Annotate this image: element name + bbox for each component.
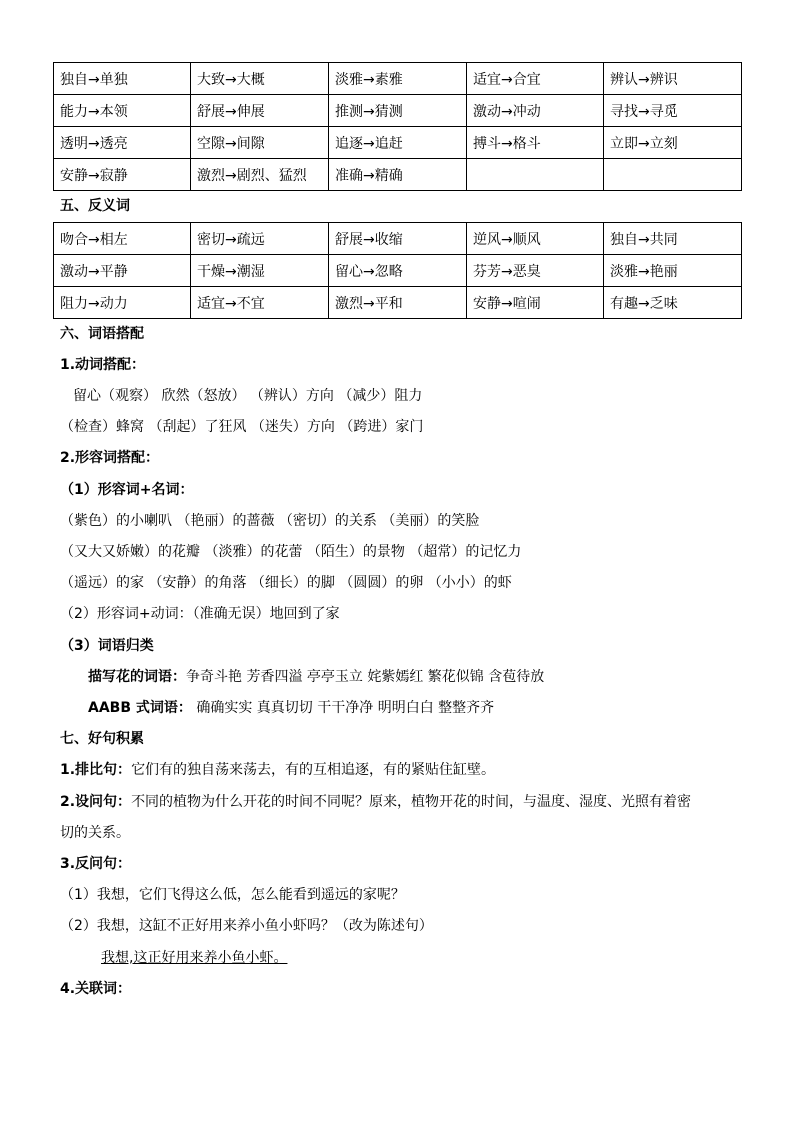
antonym-row-cell: 密切→疏远	[191, 223, 329, 255]
synonym-row	[54, 63, 742, 95]
synonym-row-cell: 寻找→寻觅	[604, 95, 742, 127]
antonym-row-cell: 舒展→收缩	[329, 223, 467, 255]
adj-noun-line-3: （遥远）的家 （安静）的角落 （细长）的脚 （圆圆）的卵 （小小）的虾	[60, 575, 512, 591]
synonym-row-cell: 能力→本领	[54, 95, 191, 127]
synonym-row-cell	[467, 159, 604, 191]
synonym-row-cell: 独自→单独	[54, 63, 191, 95]
verb-collocation-line-1: 留心（观察） 欣然（怒放） （辨认）方向 （减少）阻力	[73, 388, 423, 404]
antonym-row	[54, 287, 742, 319]
word-classification-title: （3）词语归类	[60, 638, 154, 654]
antonym-section-title: 五、反义词	[60, 198, 130, 214]
adjective-collocation-title: 2.形容词搭配：	[60, 450, 160, 466]
question-sentence-line-1	[60, 792, 691, 812]
synonym-row-cell: 搏斗→格斗	[467, 127, 604, 159]
antonym-row-cell: 淡雅→艳丽	[604, 255, 742, 287]
antonym-row-cell: 逆风→顺风	[467, 223, 604, 255]
synonym-row-cell	[604, 159, 742, 191]
question-sentence-line-2: 切的关系。	[60, 825, 130, 841]
verb-collocation-title: 1.动词搭配：	[60, 357, 146, 373]
antonym-table	[53, 222, 742, 319]
parallel-sentence-label: 1.排比句：	[60, 762, 132, 778]
aabb-words-line	[88, 698, 494, 718]
synonym-row-cell: 适宜→合宜	[467, 63, 604, 95]
synonym-row-cell: 追逐→追赶	[329, 127, 467, 159]
antonym-row-cell: 有趣→乏味	[604, 287, 742, 319]
aabb-words: 确确实实 真真切切 干干净净 明明白白 整整齐齐	[196, 700, 495, 716]
antonym-row-cell: 干燥→潮湿	[191, 255, 329, 287]
rhetorical-answer: 我想,这正好用来养小鱼小虾。	[101, 950, 288, 966]
collocation-section-title: 六、词语搭配	[60, 326, 144, 342]
synonym-row-cell: 淡雅→素雅	[329, 63, 467, 95]
rhetorical-question-2: （2）我想，这缸不正好用来养小鱼小虾吗？（改为陈述句）	[60, 918, 433, 934]
question-sentence-label: 2.设问句：	[60, 794, 132, 810]
antonym-row-cell: 独自→共同	[604, 223, 742, 255]
adj-noun-title: （1）形容词+名词：	[60, 482, 194, 498]
antonym-row	[54, 223, 742, 255]
synonym-row-cell: 辨认→辨识	[604, 63, 742, 95]
flower-words: 争奇斗艳 芳香四溢 亭亭玉立 姹紫嫣红 繁花似锦 含苞待放	[186, 669, 545, 685]
flower-words-line	[88, 667, 544, 687]
antonym-row-cell: 芬芳→恶臭	[467, 255, 604, 287]
adj-noun-line-2: （又大又娇嫩）的花瓣 （淡雅）的花蕾 （陌生）的景物 （超常）的记忆力	[60, 544, 522, 560]
parallel-sentence-text: 它们有的独自荡来荡去，有的互相追逐，有的紧贴住缸壁。	[131, 762, 496, 778]
synonym-row-cell: 立即→立刻	[604, 127, 742, 159]
synonym-row-cell: 激烈→剧烈、猛烈	[191, 159, 329, 191]
adj-verb-line: （2）形容词+动词：（准确无误）地回到了家	[60, 606, 340, 622]
synonym-row	[54, 95, 742, 127]
antonym-row-cell: 激烈→平和	[329, 287, 467, 319]
adj-noun-line-1: （紫色）的小喇叭 （艳丽）的蔷薇 （密切）的关系 （美丽）的笑脸	[60, 513, 480, 529]
conjunction-title: 4.关联词：	[60, 981, 132, 997]
synonym-row-cell: 安静→寂静	[54, 159, 191, 191]
synonym-row-cell: 透明→透亮	[54, 127, 191, 159]
synonym-table	[53, 62, 742, 191]
synonym-row-cell: 舒展→伸展	[191, 95, 329, 127]
parallel-sentence-line	[60, 760, 495, 780]
antonym-row-cell: 适宜→不宜	[191, 287, 329, 319]
antonym-row-cell: 留心→忽略	[329, 255, 467, 287]
synonym-row-cell: 大致→大概	[191, 63, 329, 95]
aabb-words-label: AABB 式词语：	[88, 700, 192, 716]
antonym-row-cell: 安静→喧闹	[467, 287, 604, 319]
synonym-row	[54, 127, 742, 159]
antonym-row	[54, 255, 742, 287]
synonym-row-cell: 推测→猜测	[329, 95, 467, 127]
antonym-row-cell: 吻合→相左	[54, 223, 191, 255]
synonym-row	[54, 159, 742, 191]
antonym-row-cell: 激动→平静	[54, 255, 191, 287]
good-sentences-section-title: 七、好句积累	[60, 731, 144, 747]
rhetorical-question-title: 3.反问句：	[60, 856, 132, 872]
synonym-row-cell: 准确→精确	[329, 159, 467, 191]
verb-collocation-line-2: （检查）蜂窝 （刮起）了狂风 （迷失）方向 （跨进）家门	[60, 419, 424, 435]
rhetorical-question-1: （1）我想，它们飞得这么低，怎么能看到遥远的家呢？	[60, 887, 405, 903]
flower-words-label: 描写花的词语：	[88, 669, 186, 685]
synonym-row-cell: 空隙→间隙	[191, 127, 329, 159]
antonym-row-cell: 阻力→动力	[54, 287, 191, 319]
question-sentence-text-1: 不同的植物为什么开花的时间不同呢？原来，植物开花的时间，与温度、湿度、光照有着密	[131, 794, 692, 810]
synonym-row-cell: 激动→冲动	[467, 95, 604, 127]
